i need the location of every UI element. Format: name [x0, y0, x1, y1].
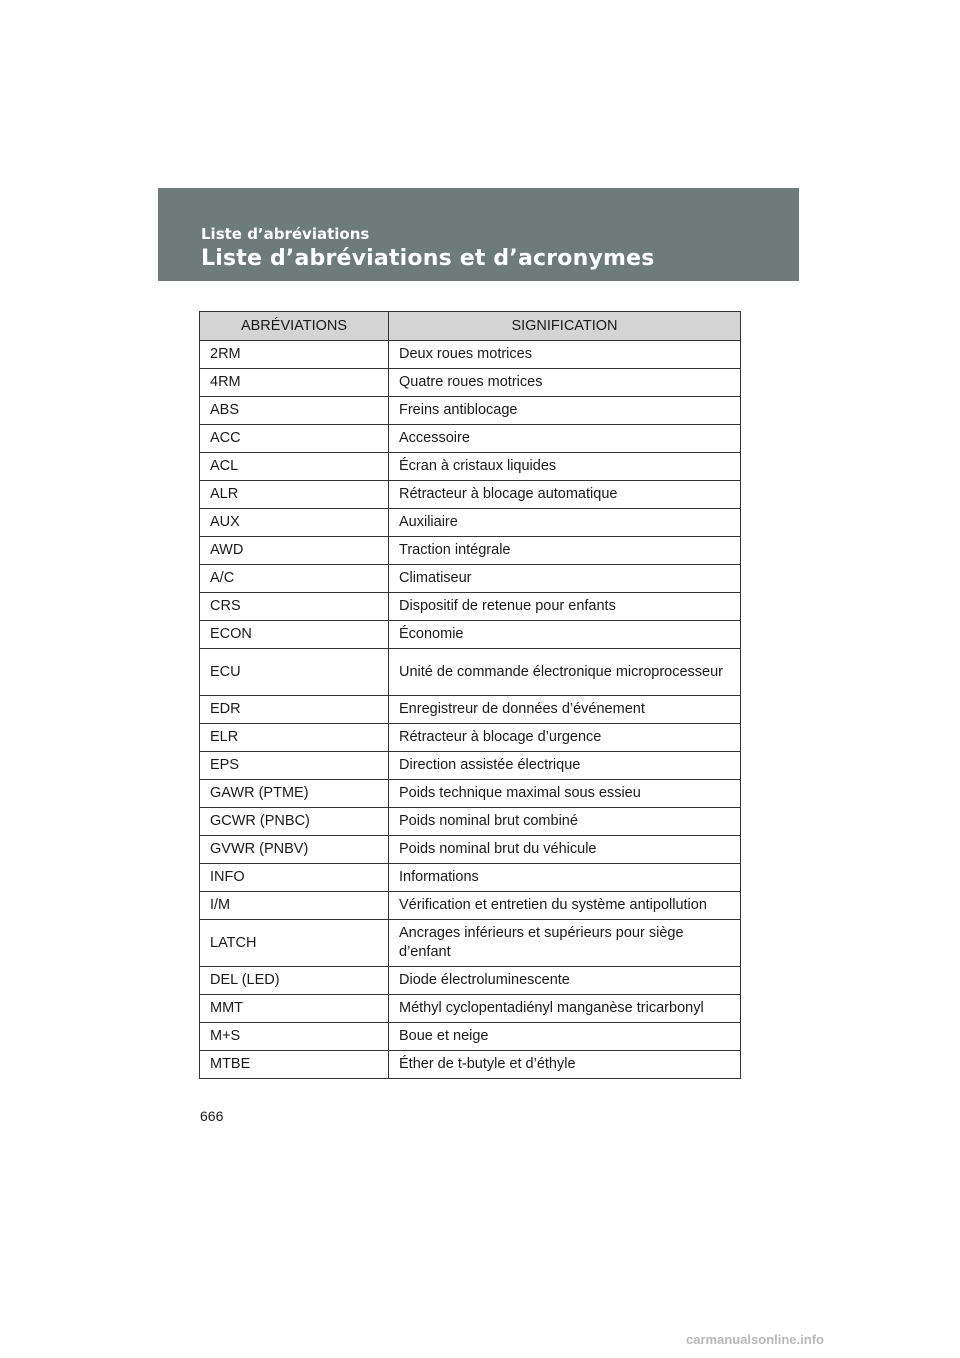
- abbreviation-cell: GVWR (PNBV): [200, 836, 389, 864]
- signification-cell: Enregistreur de données d’événement: [389, 696, 741, 724]
- abbreviation-cell: ACL: [200, 453, 389, 481]
- signification-cell: Freins antiblocage: [389, 397, 741, 425]
- table-row: [200, 752, 741, 780]
- table-row: [200, 696, 741, 724]
- signification-cell: Unité de commande électronique microprocesseur: [389, 649, 741, 696]
- table-row: [200, 341, 741, 369]
- table-row: [200, 995, 741, 1023]
- abbreviation-cell: 4RM: [200, 369, 389, 397]
- signification-cell: Éther de t-butyle et d’éthyle: [389, 1051, 741, 1079]
- signification-cell: Climatiseur: [389, 565, 741, 593]
- abbreviation-cell: I/M: [200, 892, 389, 920]
- table-row: [200, 1023, 741, 1051]
- signification-cell: Direction assistée électrique: [389, 752, 741, 780]
- abbreviation-cell: MMT: [200, 995, 389, 1023]
- table-row: [200, 724, 741, 752]
- table-row: [200, 864, 741, 892]
- abbreviation-cell: GCWR (PNBC): [200, 808, 389, 836]
- signification-cell: Rétracteur à blocage d’urgence: [389, 724, 741, 752]
- table-row: [200, 967, 741, 995]
- abbreviation-cell: CRS: [200, 593, 389, 621]
- signification-cell: Poids technique maximal sous essieu: [389, 780, 741, 808]
- signification-cell: Économie: [389, 621, 741, 649]
- abbreviation-cell: ECU: [200, 649, 389, 696]
- signification-cell: Traction intégrale: [389, 537, 741, 565]
- abbreviation-cell: A/C: [200, 565, 389, 593]
- watermark: carmanualsonline.info: [686, 1332, 824, 1347]
- abbreviation-cell: GAWR (PTME): [200, 780, 389, 808]
- abbreviation-cell: ECON: [200, 621, 389, 649]
- abbreviation-cell: MTBE: [200, 1051, 389, 1079]
- table-row: [200, 1051, 741, 1079]
- table-row: [200, 621, 741, 649]
- signification-cell: Poids nominal brut du véhicule: [389, 836, 741, 864]
- signification-cell: Poids nominal brut combiné: [389, 808, 741, 836]
- table-row: [200, 397, 741, 425]
- table-row: [200, 649, 741, 696]
- signification-cell: Deux roues motrices: [389, 341, 741, 369]
- signification-cell: Rétracteur à blocage automatique: [389, 481, 741, 509]
- signification-cell: Quatre roues motrices: [389, 369, 741, 397]
- abbreviation-cell: 2RM: [200, 341, 389, 369]
- abbreviation-cell: LATCH: [200, 920, 389, 967]
- signification-cell: Méthyl cyclopentadiényl manganèse tricarbonyl: [389, 995, 741, 1023]
- signification-cell: Auxiliaire: [389, 509, 741, 537]
- signification-cell: Informations: [389, 864, 741, 892]
- abbreviation-cell: AUX: [200, 509, 389, 537]
- abbreviations-table: [199, 311, 741, 1079]
- column-header-signification: SIGNIFICATION: [389, 312, 741, 341]
- abbreviation-cell: M+S: [200, 1023, 389, 1051]
- abbreviation-cell: ALR: [200, 481, 389, 509]
- table-row: [200, 593, 741, 621]
- signification-cell: Dispositif de retenue pour enfants: [389, 593, 741, 621]
- signification-cell: Vérification et entretien du système antipollution: [389, 892, 741, 920]
- page-number: 666: [200, 1108, 224, 1124]
- table-row: [200, 808, 741, 836]
- column-header-abbreviations: ABRÉVIATIONS: [200, 312, 389, 341]
- table-row: [200, 836, 741, 864]
- signification-cell: Ancrages inférieurs et supérieurs pour siège d’enfant: [389, 920, 741, 967]
- table-row: [200, 780, 741, 808]
- table-row: [200, 425, 741, 453]
- signification-cell: Boue et neige: [389, 1023, 741, 1051]
- chapter-header: [158, 188, 799, 281]
- abbreviation-cell: EDR: [200, 696, 389, 724]
- section-subtitle: Liste d’abréviations: [201, 225, 370, 243]
- abbreviation-cell: EPS: [200, 752, 389, 780]
- abbreviation-cell: ACC: [200, 425, 389, 453]
- table-body: [200, 341, 741, 1079]
- abbreviation-cell: ABS: [200, 397, 389, 425]
- signification-cell: Diode électroluminescente: [389, 967, 741, 995]
- signification-cell: Écran à cristaux liquides: [389, 453, 741, 481]
- table-row: [200, 481, 741, 509]
- table-row: [200, 920, 741, 967]
- abbreviation-cell: AWD: [200, 537, 389, 565]
- page-title: Liste d’abréviations et d’acronymes: [201, 246, 655, 271]
- table-row: [200, 565, 741, 593]
- table-row: [200, 453, 741, 481]
- table-row: [200, 369, 741, 397]
- table-row: [200, 537, 741, 565]
- abbreviation-cell: INFO: [200, 864, 389, 892]
- table-row: [200, 509, 741, 537]
- signification-cell: Accessoire: [389, 425, 741, 453]
- table-row: [200, 892, 741, 920]
- table-header-row: [200, 312, 741, 341]
- abbreviation-cell: ELR: [200, 724, 389, 752]
- abbreviation-cell: DEL (LED): [200, 967, 389, 995]
